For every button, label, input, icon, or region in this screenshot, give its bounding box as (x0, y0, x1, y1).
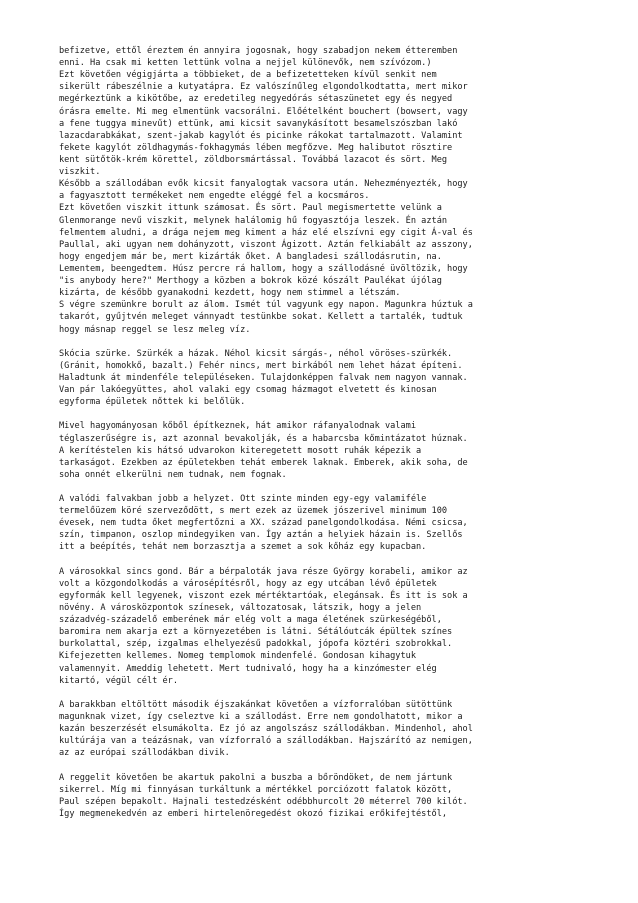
text-line: kultúrája van a teázásnak, van vízforraló a szállodákban. Hajszárító az nemigen, (59, 736, 473, 747)
text-line: Glenmorange nevű viszkit, melynek halálomig hű fogyasztója leszek. Én aztán (59, 215, 448, 226)
text-line: Kifejezetten kellemes. Nomeg templomok mindenfelé. Gondosan kihagytuk (59, 651, 416, 662)
text-line: itt a beépítés, tehát nem borzasztja a szemet a sok kőház egy kupacban. (59, 542, 427, 553)
text-line: A kerítéstelen kis hátsó udvarokon kiteregetett mosott ruhák képezik a (59, 445, 422, 456)
text-line: kitartó, végül célt ér. (59, 675, 178, 686)
text-line: soha onnét elkerülni nem tudnak, nem fognak. (59, 469, 287, 480)
text-line: Skócia szürke. Szürkék a házak. Néhol kicsit sárgás-, néhol vöröses-szürkék. (59, 348, 453, 359)
text-line: Így megmenekedvén az emberi hirtelenöregedést okozó fizikai erőkifejtéstől, (59, 808, 448, 819)
text-line: megérkeztünk a kikötőbe, az eredetileg negyedórás sétaszünetet egy és negyed (59, 94, 453, 105)
text-line: Paul szépen bepakolt. Hajnali testedzésként odébbhurcolt 20 méterrel 700 kilót. (59, 796, 468, 807)
text-line: hogy engedjem már be, mert kizárták őket. A bangladesi szállodásrutin, na. (59, 251, 442, 262)
text-line: burkolattal, szép, izgalmas elhelyezésű padokkal, jópofa köztéri szobrokkal. (59, 639, 453, 650)
text-line: hogy másnap reggel se lesz meleg víz. (59, 324, 251, 335)
text-line: Lementem, beengedtem. Húsz percre rá hallom, hogy a szállodásné üvöltözik, hogy (59, 263, 468, 274)
paragraph-gap (59, 336, 589, 348)
text-line: magunknak vizet, így cseleztve ki a szállodást. Erre nem gondolhatott, mikor a (59, 712, 463, 723)
text-line: órásra emelte. Mi meg elmentünk vacsorálni. Előételként bouchert (bowsert, vagy (59, 106, 468, 117)
text-line: A valódi falvakban jobb a helyzet. Ott szinte minden egy-egy valamiféle (59, 494, 427, 505)
paragraph-gap (59, 554, 589, 566)
text-line: kent sütőtök-krém körettel, zöldborsmártással. Továbbá lazacot és sört. Meg (59, 154, 448, 165)
paragraph-gap (59, 408, 589, 420)
text-line: lazacdarabkákat, szent-jakab kagylót és picinke rákokat tartalmazott. Valamint (59, 130, 463, 141)
paragraph (59, 45, 589, 336)
text-line: baromira nem akarja ezt a környezetében is látni. Sétálóutcák épültek színes (59, 627, 453, 638)
paragraph (59, 493, 589, 554)
text-line: viszkit. (59, 167, 101, 178)
text-line: fekete kagylót zöldhagymás-fokhagymás lében megfőzve. Meg halibutot rösztire (59, 142, 453, 153)
text-line: a fagyasztott termékeket nem engedte eléggé fel a kocsmáros. (59, 191, 370, 202)
paragraph-gap (59, 759, 589, 771)
text-line: Haladtunk át mindenféle településeken. Tulajdonképpen falvak nem nagyon vannak. (59, 372, 468, 383)
text-line: szín, timpanon, oszlop mindegyiken van. Így aztán a helyiek házain is. Szellős (59, 530, 463, 541)
text-line: "is anybody here?" Merthogy a közben a bokrok közé kószált Paulékat újólag (59, 276, 442, 287)
text-line: kizárta, de később gyanakodni kezdett, hogy nem stimmel a létszám. (59, 288, 401, 299)
text-line: befizetve, ettől éreztem én annyira jogosnak, hogy szabadjon nekem étteremben (59, 46, 458, 56)
paragraph (59, 699, 589, 760)
text-line: felmentem aludni, a drága nejem meg kiment a ház elé elszívni egy cigit Á-val és (59, 227, 473, 238)
document-page (59, 45, 589, 820)
text-line: sikerült rábeszélnie a kutyatápra. Ez valószínűleg elgondolkodtatta, mert mikor (59, 82, 468, 93)
paragraph (59, 772, 589, 820)
text-line: Ezt követően végigjárta a többieket, de a befizetetteken kívül senkit nem (59, 70, 437, 81)
text-line: növény. A városközpontok színesek, változatosak, látszik, hogy a jelen (59, 603, 422, 614)
paragraph (59, 566, 589, 687)
paragraph (59, 348, 589, 409)
text-line: téglaszerűségre is, azt azonnal bevakolják, és a habarcsba kőmintázatot húznak. (59, 433, 468, 444)
text-line: Van pár lakóegyüttes, ahol valaki egy csomag házmagot elvetett és kinosan (59, 385, 437, 396)
text-line: volt a közgondolkodás a városépítésről, hogy az egy utcában lévő épületek (59, 578, 437, 589)
text-line: Később a szállodában evők kicsit fanyalogtak vacsora után. Nehezményezték, hogy (59, 179, 468, 190)
text-line: a fene tuggya minevűt) ettünk, ami kicsit savanykásított besamelszószban lakó (59, 118, 458, 129)
text-line: termelőüzem köré szerveződött, s mert ezek az üzemek jószerivel minimum 100 (59, 506, 448, 517)
text-line: sikerrel. Míg mi finnyásan turkáltunk a mértékkel porciózott falatok között, (59, 784, 453, 795)
text-line: Ezt követően viszkit ittunk számosat. És sört. Paul megismertette velünk a (59, 203, 442, 214)
text-line: századvég-századelő emberének már elég volt a maga életének szürkeségéből, (59, 615, 442, 626)
text-line: az az európai szállodákban divik. (59, 748, 230, 759)
text-line: A reggelit követően be akartuk pakolni a buszba a bőröndöket, de nem jártunk (59, 772, 453, 783)
text-line: valamennyit. Ameddig lehetett. Mert tudnivaló, hogy ha a kinzómester elég (59, 663, 437, 674)
text-line: egyforma épületek nőttek ki belőlük. (59, 397, 246, 408)
text-line: A városokkal sincs gond. Bár a bérpaloták java része György korabeli, amikor az (59, 566, 468, 577)
paragraph-gap (59, 481, 589, 493)
text-line: A barakkban eltöltött második éjszakánkat követően a vízforralóban sütöttünk (59, 699, 453, 710)
text-line: Paullal, aki ugyan nem dohányzott, viszont Ágizott. Aztán felkiabált az asszony, (59, 239, 473, 250)
text-line: S végre szemünkre borult az álom. Ismét túl vagyunk egy napon. Magunkra húztuk a (59, 300, 473, 311)
text-line: egyformák kell legyenek, viszont ezek mértéktartóak, elegánsak. És itt is sok a (59, 590, 468, 601)
text-line: (Gránit, homokkő, bazalt.) Fehér nincs, mert birkából nem lehet házat építeni. (59, 360, 463, 371)
text-line: takarót, gyűjtvén meleget vánnyadt testünkbe sokat. Kellett a tartalék, tudtuk (59, 312, 463, 323)
paragraph (59, 420, 589, 481)
text-line: kazán beszerzését elsumákolta. Ez jó az angolszász szállodákban. Mindenhol, ahol (59, 724, 473, 735)
text-line: Mivel hagyományosan kőből építkeznek, hát amikor ráfanyalodnak valami (59, 421, 416, 432)
text-line: enni. Ha csak mi ketten lettünk volna a nejjel különevők, nem szívózom.) (59, 58, 432, 69)
paragraph-gap (59, 687, 589, 699)
text-line: évesek, nem tudta őket megfertőzni a XX. század panelgondolkodása. Némi csicsa, (59, 518, 468, 529)
text-line: tarkaságot. Ezekben az épületekben tehát emberek laknak. Emberek, akik soha, de (59, 457, 468, 468)
